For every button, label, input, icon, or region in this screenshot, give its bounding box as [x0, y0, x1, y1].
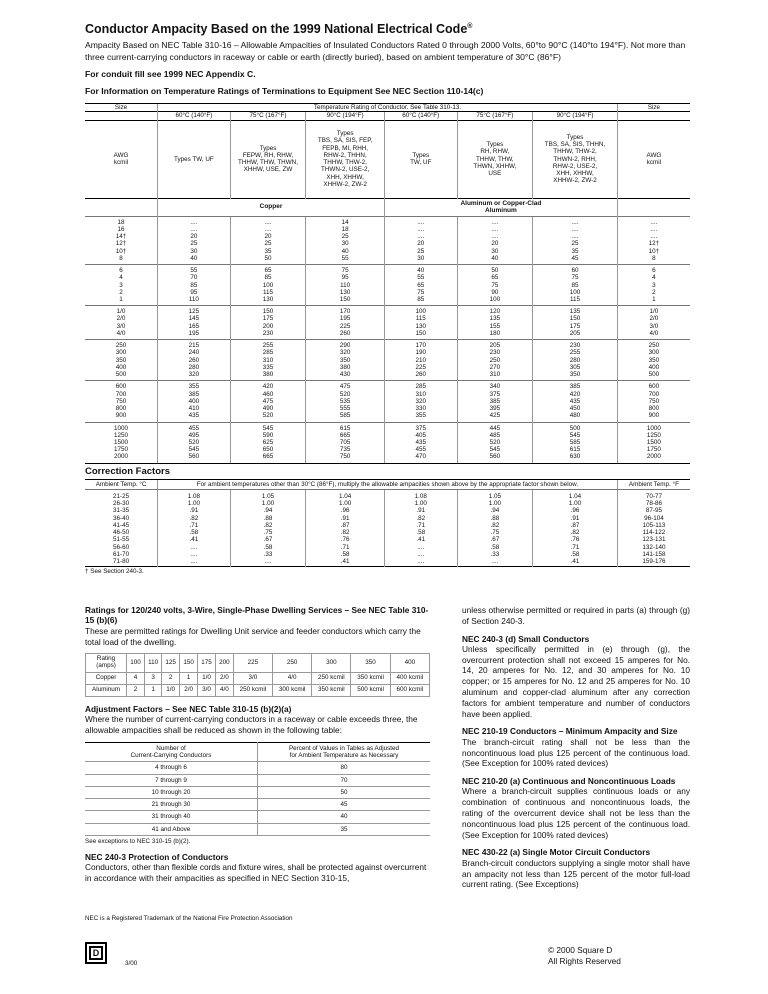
dwelling-heading: Ratings for 120/240 volts, 3-Wire, Single-Phase Dwelling Services – See NEC Table 310-15 (b)(6) [85, 605, 429, 626]
section-footnote: † See Section 240-3. [85, 568, 144, 576]
page-title: Conductor Ampacity Based on the 1999 National Electrical Code® [85, 22, 473, 36]
table-row: 31 through 40 40 [85, 811, 430, 823]
table-row: 1/0 2/0 3/0 4/0 125 145 165 195 150 175 200 230 170 195 225 260 100 115 130 150 120 135 155 180 135 150 175 205 1/0 2/0 3/0 4/0 [85, 306, 690, 340]
motor-circuit-text: Branch-circuit conductors supplying a single motor shall have an ampacity not less than 125 percent of the motor full-load current rating. (See Exceptions) [462, 857, 690, 890]
adjustment-table [85, 742, 430, 836]
logo-letter: D [89, 946, 103, 960]
registered-mark: ® [467, 22, 473, 30]
dwelling-text: These are permitted ratings for Dwelling Unit service and feeder conductors which carry the total load of the dwelling. [85, 625, 421, 647]
correction-header-row [85, 479, 690, 489]
table-row: Rating (amps) 100 110 125 150 175 200 225 250 300 350 400 [86, 654, 430, 673]
types-header: Types RH, RHW, THHW, THW, THWN, XHHW, USE [457, 120, 533, 198]
nec-240-3-heading: NEC 240-3 Protection of Conductors [85, 851, 229, 862]
table-row: Number of Current-Carrying Conductors Percent of Values in Tables as Adjusted for Ambient Temperature as Necessary [85, 742, 430, 761]
table-row: 1000 1250 1500 1750 2000 455 495 520 545 560 545 590 625 650 665 615 665 705 735 750 375 405 435 455 470 445 485 520 545 560 500 545 585 615 630 1000 1250 1500 1750 2000 [85, 422, 690, 463]
table-row: 21-25 26-30 31-35 36-40 41-45 46-50 51-55 56-60 61-70 71-80 1.08 1.00 .91 .82 .71 .58 .41 .... .... .... 1.05 1.00 .94 .88 .82 .75 .67 .58 .33 .... 1.04 1.00 .96 .91 .87 .82 .76 .71 .58 .41 1.08 1.00 .91 .82 .71 .58 .41 .... .... .... 1.05 1.00 .94 .88 .82 .75 .67 .58 .33 .... 1.04 1.00 .96 .91 .87 .82 .76 .71 .58 .41 70-77 78-86 87-95 96-104 105-113 114-122 123-131 132-140 141-158 159-176 [85, 489, 690, 566]
ampacity-table [85, 103, 690, 463]
table-row: Copper 4 3 2 1 1/0 2/0 3/0 4/0 250 kcmil 350 kcmil 400 kcmil [86, 673, 430, 685]
table-row: 21 through 30 45 [85, 799, 430, 811]
correction-factors-table [85, 479, 690, 568]
continued-text: unless otherwise permitted or required in parts (a) through (g) of Section 240-3. [462, 605, 690, 626]
adjustment-note: See exceptions to NEC 310-15 (b)(2). [85, 837, 191, 845]
termination-note: For Information on Temperature Ratings of Terminations to Equipment See NEC Section 110-14(c) [85, 86, 484, 97]
ambient-f-label: Ambient Temp. °F [617, 479, 690, 489]
temp-header: 90°C (194°F) [306, 112, 385, 120]
adjustment-text: Where the number of current-carrying conductors in a raceway or cable exceeds three, the allowable ampacities shall be reduced as shown in the following table: [85, 714, 418, 736]
conduit-fill-note: For conduit fill see 1999 NEC Appendix C. [85, 69, 256, 80]
dwelling-table [85, 653, 430, 697]
table-row: 41 and Above 35 [85, 823, 430, 835]
temp-header: 60°C (140°F) [384, 112, 457, 120]
temp-header: 75°C (167°F) [457, 112, 533, 120]
awg-label-right: AWG kcmil [617, 120, 690, 198]
table-row: 18 16 14† 12† 10† 8 .... .... 20 25 30 40 .... .... 20 25 35 50 14 18 25 30 40 55 .... .... .... 20 25 30 .... .... .... 20 30 40 .... .... .... 25 35 45 .... .... .... 12† 10† 8 [85, 216, 690, 264]
temp-header: 75°C (167°F) [230, 112, 306, 120]
table-row: 6 4 3 2 1 55 70 85 95 110 65 85 100 115 130 75 95 110 130 150 40 55 65 75 85 50 65 75 90 100 60 75 85 100 115 6 4 3 2 1 [85, 265, 690, 306]
table-row: 250 300 350 400 500 215 240 260 280 320 255 285 310 335 380 290 320 350 380 430 170 190 210 225 260 205 230 250 270 310 230 255 280 305 350 250 300 350 400 500 [85, 340, 690, 381]
table-row: 10 through 20 50 [85, 786, 430, 798]
nec-240-3-text: Conductors, other than flexible cords and fixture wires, shall be protected against overcurrent in accordance with their ampacities as specified in NEC Section 310-15, [85, 862, 427, 883]
adjustment-heading: Adjustment Factors – See NEC Table 310-15 (b)(2)(a) [85, 703, 292, 714]
material-row [85, 198, 690, 216]
small-conductors-text: Unless specifically permitted in (e) through (g), the overcurrent protection shall not exceed 15 amperes for No. 14, 20 amperes for No. 12, and 30 amperes for No. 10 copper; or 15 amperes for No. 12 and 25 amperes for No. 10 aluminum and copper-clad aluminum after any correction factors for ambient temperature and number of conductors have been applied. [462, 643, 690, 719]
correction-factors-title: Correction Factors [85, 463, 690, 479]
left-column [85, 605, 430, 890]
table-row: 7 through 9 70 [85, 774, 430, 786]
types-row [85, 120, 690, 198]
copyright: © 2000 Square D All Rights Reserved [548, 945, 621, 966]
table-row: 4 through 6 80 [85, 762, 430, 774]
aluminum-label: Aluminum or Copper-Clad Aluminum [384, 198, 617, 216]
types-header: Types TW, UF [158, 120, 231, 198]
temp-header: 90°C (194°F) [533, 112, 618, 120]
temp-rating-header: Temperature Rating of Conductor. See Table 310-13. [158, 104, 618, 112]
min-ampacity-heading: NEC 210-19 Conductors – Minimum Ampacity and Size [462, 726, 678, 737]
copper-label: Copper [158, 198, 385, 216]
types-header: Types TW, UF [384, 120, 457, 198]
min-ampacity-text: The branch-circuit rating shall not be less than the noncontinuous load plus 125 percent of the continuous load. (See Exception for 100% rated devices) [462, 736, 690, 769]
ampacity-section [85, 22, 690, 575]
square-d-logo-icon [85, 942, 107, 964]
table-row: 600 700 750 800 900 355 385 400 410 435 420 460 475 490 520 475 520 535 555 585 285 310 320 330 355 340 375 385 395 425 385 420 435 450 480 600 700 750 800 900 [85, 381, 690, 422]
revision-date: 3/00 [125, 960, 138, 967]
temp-header: 60°C (140°F) [158, 112, 231, 120]
awg-label-left: AWG kcmil [85, 120, 158, 198]
ambient-c-label: Ambient Temp. °C [85, 479, 158, 489]
intro-text: Ampacity Based on NEC Table 310-16 – Allowable Ampacities of Insulated Conductors Rated 0 through 2000 Volts, 60°to 90°C (140°to 194°F). Not more than three current-carrying conductors in raceway or cable or earth (directly buried), based on ambient temperature of 30°C (86°F) [85, 40, 686, 62]
small-conductors-heading: NEC 240-3 (d) Small Conductors [462, 633, 590, 644]
right-column [462, 605, 690, 897]
trademark-note: NEC is a Registered Trademark of the National Fire Protection Association [85, 915, 293, 922]
continuous-loads-heading: NEC 210-20 (a) Continuous and Noncontinuous Loads [462, 776, 676, 787]
types-header: Types TBS, SA, SIS, FEP, FEPB, MI, RHH, RHW-2, THHN, THHW, THW-2, THWN-2, USE-2, XHH, XHHW, XHHW-2, ZW-2 [306, 120, 385, 198]
table-row: Aluminum 2 1 1/0 2/0 3/0 4/0 250 kcmil 300 kcmil 350 kcmil 500 kcmil 600 kcmil [86, 685, 430, 697]
continuous-loads-text: Where a branch-circuit supplies continuous loads or any combination of continuous and noncontinuous loads, the rating of the overcurrent device shall not be less than the noncontinuous load plus 125 percent of the continuous load. (See Exception for 100% rated devices) [462, 786, 690, 840]
size-header-left: Size [85, 104, 158, 112]
correction-instruction: For ambient temperatures other than 30°C (86°F), multiply the allowable ampacities shown above by the appropriate factor shown below. [158, 479, 618, 489]
temp-row [85, 112, 690, 120]
types-header: Types TBS, SA, SIS, THHN, THHW, THW-2, THWN-2, RHH, RHW-2, USE-2, XHH, XHHW, XHHW-2, ZW-2 [533, 120, 618, 198]
size-header-right: Size [617, 104, 690, 112]
motor-circuit-heading: NEC 430-22 (a) Single Motor Circuit Conductors [462, 847, 651, 858]
table-header-row [85, 104, 690, 112]
types-header: Types FEPW, RH, RHW, THHW, THW, THWN, XHHW, USE, ZW [230, 120, 306, 198]
